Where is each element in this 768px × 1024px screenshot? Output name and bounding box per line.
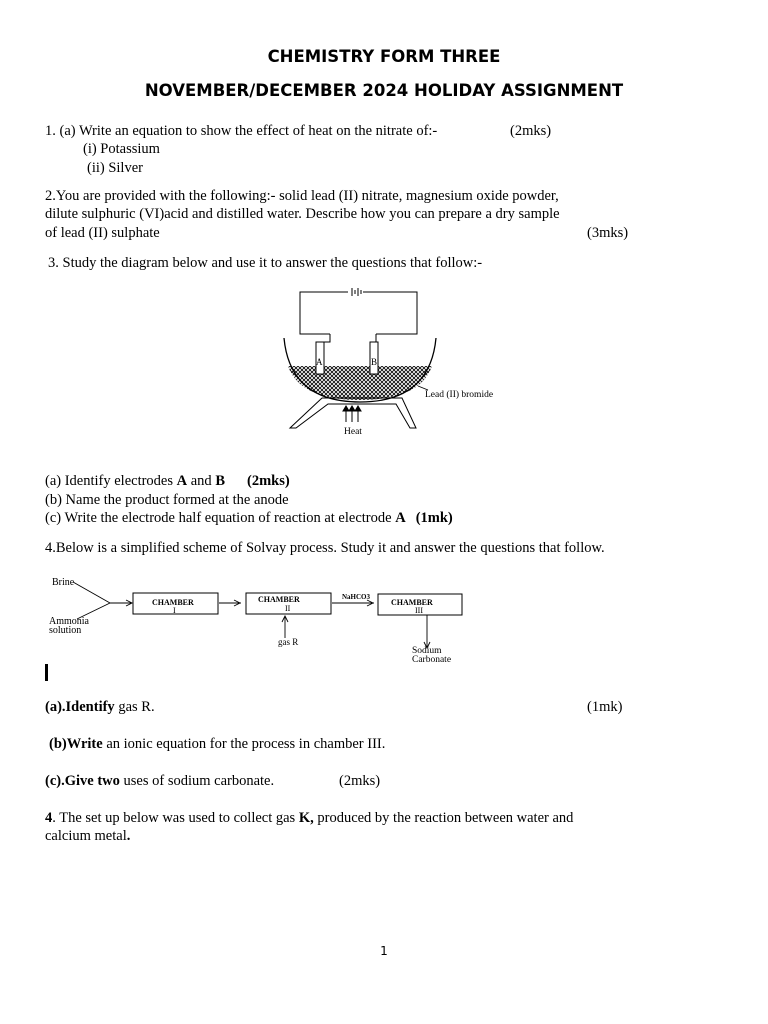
document-title: CHEMISTRY FORM THREE (267, 47, 501, 66)
svg-text:III: III (415, 606, 423, 615)
svg-text:CHAMBER: CHAMBER (391, 598, 433, 607)
q1-option-i: (i) Potassium (83, 141, 160, 157)
q1-marks: (2mks) (510, 123, 552, 139)
svg-text:CHAMBER: CHAMBER (152, 598, 194, 607)
svg-text:II: II (285, 604, 291, 613)
circuit-wire-left (300, 292, 348, 334)
carbonate-label: Carbonate (412, 655, 452, 665)
q3-part-a-marks: (2mks) (246, 473, 290, 489)
lead-bromide-label: Lead (II) bromide (425, 390, 494, 400)
heat-arrows-icon (343, 406, 361, 422)
q3-part-c: (c) Write the electrode half equation of reaction at electrode A (1mk) (45, 510, 453, 526)
ammonia-label: Ammonia (49, 616, 89, 627)
solvay-process-diagram (45, 572, 475, 668)
q4-part-c-marks: (2mks) (339, 773, 381, 789)
electrode-a-label: A (316, 357, 323, 367)
heat-label: Heat (344, 427, 362, 434)
q4-intro: 4.Below is a simplified scheme of Solvay process. Study it and answer the questions that follow. (45, 540, 605, 556)
document-subtitle: NOVEMBER/DECEMBER 2024 HOLIDAY ASSIGNMENT (144, 81, 624, 100)
q4-part-c: (c).Give two uses of sodium carbonate. (45, 773, 275, 789)
q4-part-a: (a).Identify gas R. (45, 699, 155, 715)
svg-text:CHAMBER: CHAMBER (258, 595, 300, 604)
q2-line3: of lead (II) sulphate (45, 225, 160, 241)
q3-part-b: (b) Name the product formed at the anode (45, 492, 289, 508)
electrolysis-diagram (270, 282, 520, 434)
q1-text: 1. (a) Write an equation to show the effect of heat on the nitrate of:- (45, 123, 438, 139)
battery-icon (352, 288, 361, 296)
q4-part-a-marks: (1mk) (587, 699, 623, 715)
q2-line1: 2.You are provided with the following:- solid lead (II) nitrate, magnesium oxide powder, (45, 188, 559, 204)
q2-line2: dilute sulphuric (VI)acid and distilled water. Describe how you can prepare a dry sample (45, 206, 560, 222)
q3-intro: 3. Study the diagram below and use it to answer the questions that follow:- (48, 255, 483, 271)
svg-text:I: I (173, 606, 176, 615)
q4-part-b: (b)Write an ionic equation for the process in chamber III. (49, 736, 386, 752)
lead-bromide-melt (288, 366, 432, 400)
q3-part-a: (a) Identify electrodes A and B (2mks) (45, 473, 290, 489)
circuit-wire-right (363, 292, 417, 334)
burner-stand (290, 398, 416, 428)
brine-label: Brine (52, 577, 75, 588)
q5-line2: calcium metal. (45, 828, 131, 844)
solution-label: solution (49, 625, 82, 636)
sodium-label: Sodium (412, 646, 442, 656)
q3-part-c-marks: (1mk) (415, 510, 453, 526)
nahco3-label: NaHCO3 (342, 593, 370, 601)
q2-marks: (3mks) (587, 225, 629, 241)
q1-option-ii: (ii) Silver (87, 160, 143, 176)
gas-r-label: gas R (278, 637, 299, 647)
q5-line1: 4. The set up below was used to collect gas K, produced by the reaction between water and (45, 810, 574, 826)
electrode-b-label: B (371, 357, 378, 367)
text-cursor (45, 664, 48, 681)
page-number: 1 (380, 944, 388, 958)
